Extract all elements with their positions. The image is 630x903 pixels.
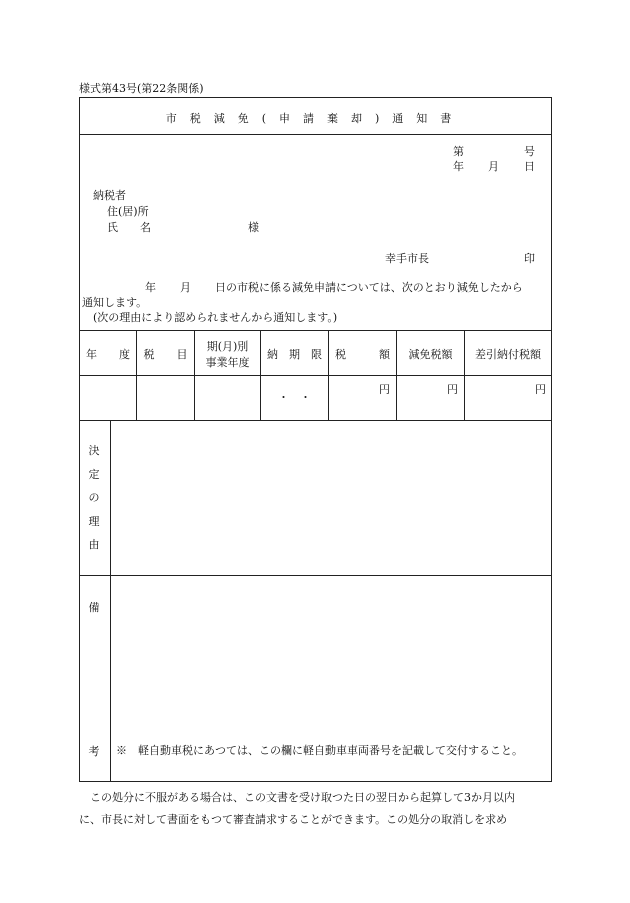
- body-year: 年: [145, 281, 156, 294]
- col-divider: [260, 330, 261, 420]
- col-divider: [136, 330, 137, 420]
- yen-unit-tax: 円: [379, 383, 390, 396]
- appeal-notice-line1: この処分に不服がある場合は、この文書を受け取つた日の翌日から起算して3か月以内: [90, 791, 515, 804]
- remarks-label-top: 備: [88, 601, 100, 614]
- body-month: 月: [180, 281, 191, 294]
- date-year: 年: [453, 160, 464, 173]
- header-sashihiki: 差引納付税額: [475, 348, 541, 361]
- col-divider: [396, 330, 397, 420]
- doc-no-prefix: 第: [453, 145, 464, 158]
- header-zeimoku: 税 目: [143, 348, 188, 361]
- address-label: 住(居)所: [107, 205, 149, 218]
- name-label: 氏 名: [107, 221, 151, 234]
- appeal-notice-line2: に、市長に対して書面をもつて審査請求することができます。この処分の取消しを求め: [79, 813, 508, 826]
- reason-char: 理: [88, 514, 100, 528]
- seal-mark: 印: [524, 252, 535, 265]
- header-kibetsu-2: 事業年度: [205, 356, 250, 369]
- issuer-label: 幸手市長: [385, 252, 429, 265]
- rule: [79, 134, 552, 135]
- header-noukigen: 納 期 限: [267, 348, 322, 361]
- header-zeigaku: 税 額: [335, 348, 390, 361]
- reason-char: 定: [88, 467, 100, 481]
- due-date-dots: ・ ・: [278, 391, 311, 404]
- yen-unit-payable: 円: [535, 383, 546, 396]
- body-line3: (次の理由により認められませんから通知します。): [93, 311, 338, 324]
- taxpayer-heading: 納税者: [93, 189, 126, 202]
- rule: [79, 575, 552, 576]
- document-title: 市税減免(申請棄却)通知書: [165, 112, 465, 125]
- honorific: 様: [248, 221, 259, 234]
- rule: [79, 375, 552, 376]
- remarks-note: ※ 軽自動車税にあつては、この欄に軽自動車車両番号を記載して交付すること。: [116, 744, 523, 757]
- rule: [79, 330, 552, 331]
- doc-no-suffix: 号: [524, 145, 535, 158]
- reason-char: 由: [88, 538, 100, 551]
- rule: [79, 420, 552, 421]
- remarks-label-bottom: 考: [88, 745, 100, 758]
- body-line2: 通知します。: [82, 296, 148, 309]
- reason-char: の: [88, 491, 100, 504]
- header-nendo: 年 度: [86, 348, 130, 361]
- col-divider: [464, 330, 465, 420]
- date-month: 月: [488, 160, 499, 173]
- label-divider: [110, 420, 111, 782]
- header-genmen: 減免税額: [408, 348, 453, 361]
- form-frame: [79, 97, 552, 782]
- form-number: 様式第43号(第22条関係): [79, 82, 204, 95]
- body-line1: 日の市税に係る減免申請については、次のとおり減免したから: [215, 281, 523, 294]
- header-kibetsu-1: 期(月)別: [206, 340, 249, 353]
- date-day: 日: [524, 160, 535, 173]
- col-divider: [328, 330, 329, 420]
- reason-char: 決: [88, 444, 100, 457]
- reason-label: [80, 439, 108, 557]
- yen-unit-reduction: 円: [447, 383, 458, 396]
